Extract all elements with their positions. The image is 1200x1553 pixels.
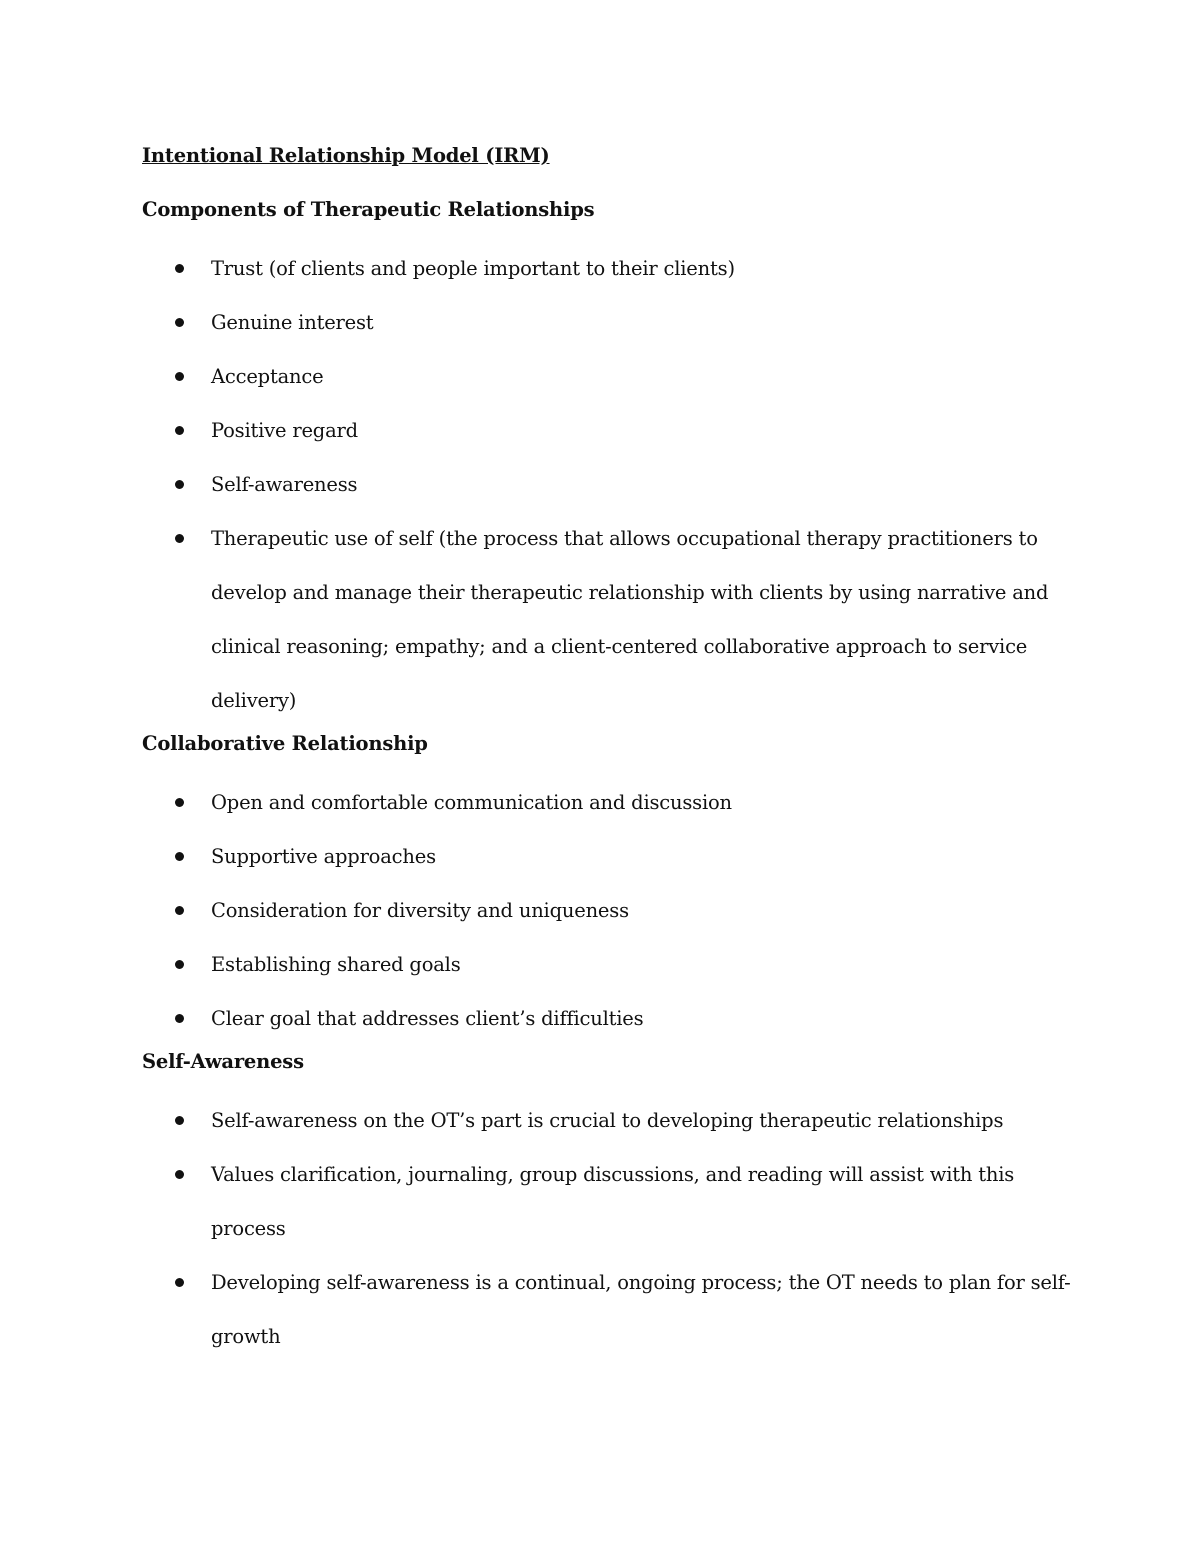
section-heading-collaborative: Collaborative Relationship (142, 732, 428, 755)
list-item: Genuine interest (142, 296, 1072, 350)
list-item: Positive regard (142, 404, 1072, 458)
components-list (142, 242, 1072, 728)
collaborative-list (142, 776, 1072, 1046)
bullet-icon (175, 798, 184, 807)
bullet-icon (175, 1170, 184, 1179)
list-item: Self-awareness on the OT’s part is crucial to developing therapeutic relationships (142, 1094, 1072, 1148)
list-item: Supportive approaches (142, 830, 1072, 884)
list-item: Therapeutic use of self (the process that allows occupational therapy practitioners to develop and manage their therapeutic relationship with clients by using narrative and clinical reasoning; empathy; and a client-centered collaborative approach to service delivery) (142, 512, 1072, 728)
bullet-icon (175, 1014, 184, 1023)
list-item: Establishing shared goals (142, 938, 1072, 992)
bullet-icon (175, 1278, 184, 1287)
list-item: Values clarification, journaling, group discussions, and reading will assist with this process (142, 1148, 1072, 1256)
section-heading-self-awareness: Self-Awareness (142, 1050, 304, 1073)
section-heading-components: Components of Therapeutic Relationships (142, 198, 595, 221)
document-body (142, 140, 1072, 1386)
bullet-icon (175, 906, 184, 915)
bullet-icon (175, 852, 184, 861)
bullet-icon (175, 264, 184, 273)
list-item: Acceptance (142, 350, 1072, 404)
list-item: Developing self-awareness is a continual, ongoing process; the OT needs to plan for self-growth (142, 1256, 1072, 1364)
bullet-icon (175, 1116, 184, 1125)
list-item: Clear goal that addresses client’s difficulties (142, 992, 1072, 1046)
bullet-icon (175, 318, 184, 327)
list-item: Self-awareness (142, 458, 1072, 512)
list-item: Trust (of clients and people important to their clients) (142, 242, 1072, 296)
self-awareness-list (142, 1094, 1072, 1364)
list-item: Consideration for diversity and uniqueness (142, 884, 1072, 938)
bullet-icon (175, 480, 184, 489)
list-item: Open and comfortable communication and discussion (142, 776, 1072, 830)
bullet-icon (175, 426, 184, 435)
bullet-icon (175, 372, 184, 381)
document-title: Intentional Relationship Model (IRM) (142, 144, 550, 167)
bullet-icon (175, 960, 184, 969)
bullet-icon (175, 534, 184, 543)
